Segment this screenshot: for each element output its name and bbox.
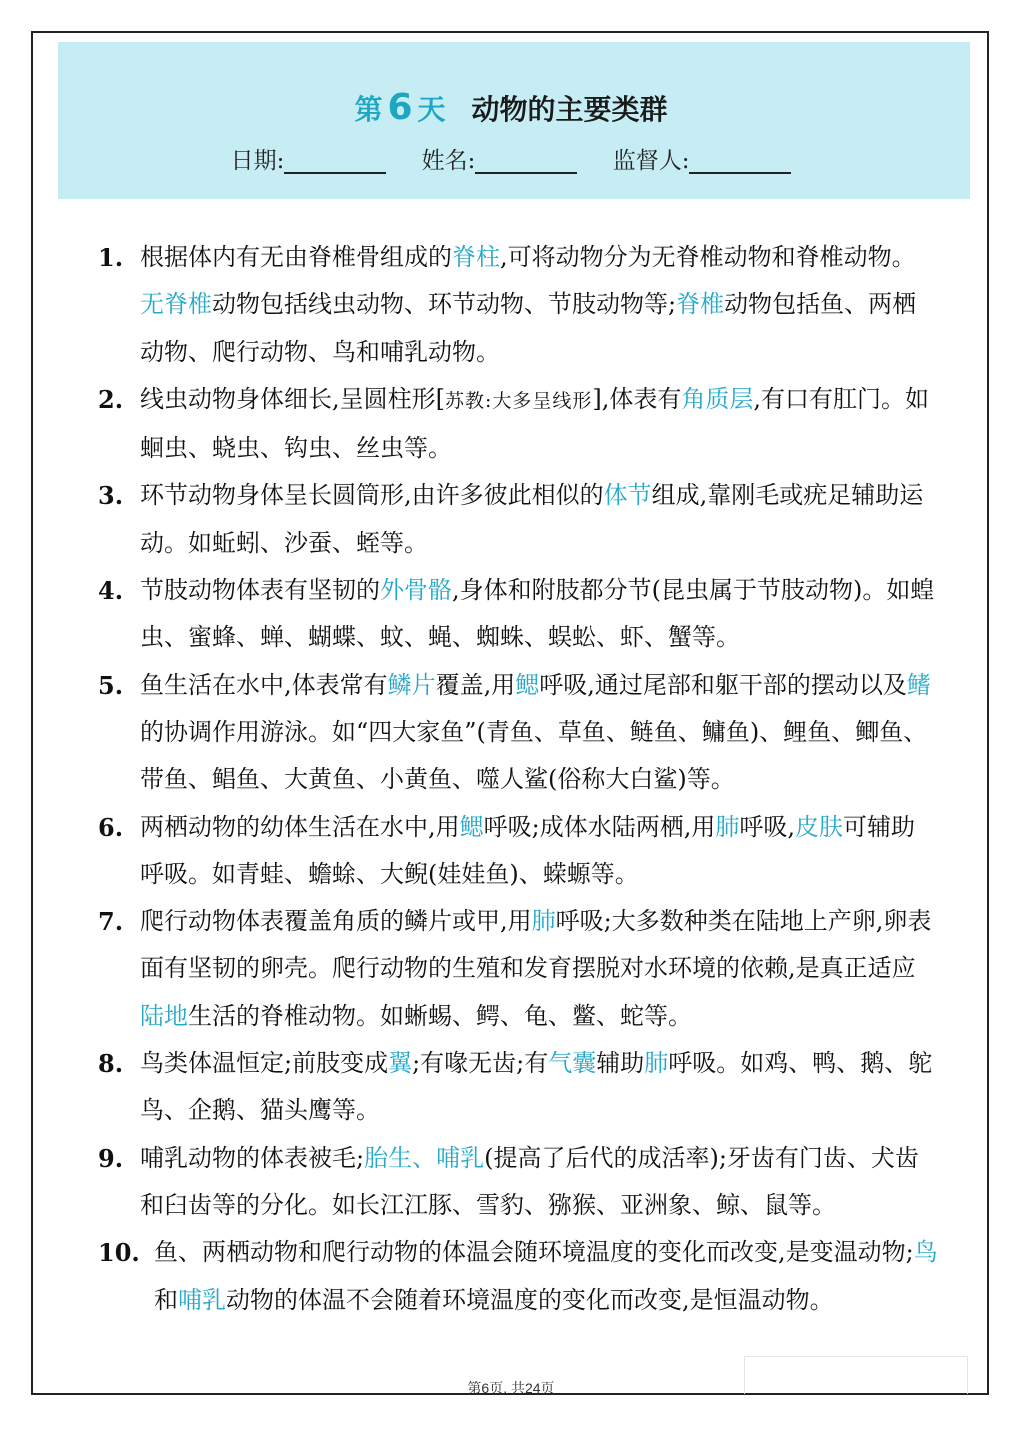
item-number: 9. — [98, 1143, 124, 1173]
list-item — [98, 472, 938, 567]
item-number: 8. — [98, 1049, 124, 1079]
item-text: 哺乳动物的体表被毛; — [140, 1143, 365, 1172]
list-item — [98, 662, 938, 804]
keyword: 肺 — [644, 1049, 669, 1078]
item-text: 和 — [154, 1285, 178, 1314]
item-text: 鱼生活在水中,体表常有 — [140, 670, 388, 699]
item-text: 环节动物身体呈长圆筒形,由许多彼此相似的 — [140, 481, 604, 510]
keyword: 胎生、哺乳 — [364, 1143, 485, 1172]
date-blank[interactable] — [284, 142, 386, 174]
item-text: ,可将动物分为无脊椎动物和脊椎动物。 — [500, 243, 916, 271]
keyword: 鳞片 — [387, 670, 436, 699]
keyword: 外骨骼 — [380, 576, 452, 605]
list-item — [98, 1040, 938, 1135]
item-text: 爬行动物体表覆盖角质的鳞片或甲,用 — [140, 907, 532, 936]
item-number: 6. — [98, 812, 124, 842]
keyword: 无脊椎 — [140, 290, 212, 319]
supervisor-blank[interactable] — [689, 142, 791, 174]
meta-fields — [0, 142, 1022, 179]
keyword: 鳃 — [515, 670, 540, 699]
item-text: 可辅助呼吸。如青蛙、蟾蜍、大鲵(娃娃鱼)、蝾螈等。 — [140, 812, 915, 888]
name-field: 姓名: — [422, 142, 578, 179]
item-number: 2. — [98, 384, 124, 414]
item-text: 呼吸, — [739, 812, 795, 841]
item-text: 组成,靠刚毛或疣足辅助运动。如蚯蚓、沙蚕、蛭等。 — [140, 481, 924, 557]
item-text: 动物的体温不会随着环境温度的变化而改变,是恒温动物。 — [226, 1285, 834, 1314]
item-text: 生活的脊椎动物。如蜥蜴、鳄、龟、鳖、蛇等。 — [188, 1001, 692, 1030]
list-item — [98, 898, 938, 1040]
list-item — [98, 567, 938, 662]
item-text: 辅助 — [596, 1049, 645, 1078]
item-text: (提高了后代的成活率);牙齿有门齿、犬齿和臼齿等的分化。如长江江豚、雪豹、猕猴、亚洲象、鲸、鼠等。 — [140, 1143, 919, 1219]
keyword: 哺乳 — [178, 1285, 226, 1314]
keyword: 肺 — [531, 907, 556, 936]
keyword: 肺 — [715, 812, 740, 841]
day-label: 第 6 天 — [354, 87, 446, 128]
item-text: ;有喙无齿;有 — [412, 1049, 549, 1078]
item-text: 鱼、两栖动物和爬行动物的体温会随环境温度的变化而改变,是变温动物; — [154, 1238, 914, 1267]
keyword: 脊柱 — [452, 243, 500, 271]
item-text: 呼吸,通过尾部和躯干部的摆动以及 — [539, 670, 907, 699]
keyword: 角质层 — [681, 384, 754, 413]
supervisor-field: 监督人: — [613, 142, 792, 179]
item-text: 覆盖,用 — [435, 670, 516, 699]
item-text: 鸟类体温恒定;前肢变成 — [140, 1049, 389, 1078]
list-item — [98, 234, 938, 376]
name-blank[interactable] — [475, 142, 577, 174]
item-text: 动物包括线虫动物、环节动物、节肢动物等; — [212, 290, 677, 319]
keyword: 鸟 — [913, 1238, 938, 1267]
item-text: 的协调作用游泳。如“四大家鱼”(青鱼、草鱼、鲢鱼、鳙鱼)、鲤鱼、鲫鱼、带鱼、鲳鱼、大黄鱼、小黄鱼、噬人鲨(俗称大白鲨)等。 — [140, 717, 928, 794]
list-item — [98, 1229, 938, 1324]
item-text: 苏教:大多呈线形 — [445, 389, 593, 412]
item-number: 4. — [98, 576, 124, 606]
item-number: 1. — [98, 243, 124, 272]
knowledge-list — [98, 234, 938, 1324]
keyword: 鳃 — [459, 812, 484, 841]
list-item — [98, 376, 938, 473]
item-text: 线虫动物身体细长,呈圆柱形[ — [140, 384, 445, 413]
item-text: ],体表有 — [592, 384, 682, 413]
item-text: 呼吸;成体水陆两栖,用 — [483, 812, 716, 841]
page-number: 第6页, 共24页 — [467, 1380, 555, 1396]
keyword: 翼 — [388, 1049, 413, 1078]
item-text: 根据体内有无由脊椎骨组成的 — [140, 243, 452, 271]
list-item — [98, 1135, 938, 1230]
keyword: 鳍 — [906, 670, 931, 699]
item-text: 呼吸;大多数种类在陆地上产卵,卵表面有坚韧的卵壳。爬行动物的生殖和发育摆脱对水环境的依赖,是真正适应 — [140, 907, 932, 983]
page-title — [0, 88, 1022, 130]
item-text: 节肢动物体表有坚韧的 — [140, 576, 380, 605]
item-text: ,身体和附肢都分节(昆虫属于节肢动物)。如蝗虫、蜜蜂、蝉、蝴蝶、蚊、蝇、蜘蛛、蜈蚣、虾、蟹等。 — [140, 576, 935, 652]
item-text: 两栖动物的幼体生活在水中,用 — [140, 812, 460, 841]
item-number: 3. — [98, 481, 124, 511]
keyword: 陆地 — [140, 1001, 188, 1030]
keyword: 气囊 — [548, 1049, 597, 1078]
item-text: ,有口有肛门。如蛔虫、蛲虫、钩虫、丝虫等。 — [140, 384, 930, 463]
keyword: 脊椎 — [676, 290, 725, 319]
item-number: 7. — [98, 907, 124, 937]
keyword: 皮肤 — [795, 812, 843, 841]
item-number: 10. — [98, 1238, 140, 1268]
keyword: 体节 — [603, 481, 652, 510]
lesson-title: 动物的主要类群 — [471, 93, 668, 126]
item-text: 呼吸。如鸡、鸭、鹅、鸵鸟、企鹅、猫头鹰等。 — [140, 1049, 933, 1125]
list-item — [98, 804, 938, 899]
item-number: 5. — [98, 670, 124, 700]
item-text: 动物包括鱼、两栖动物、爬行动物、鸟和哺乳动物。 — [140, 290, 917, 366]
date-field: 日期: — [231, 142, 387, 179]
